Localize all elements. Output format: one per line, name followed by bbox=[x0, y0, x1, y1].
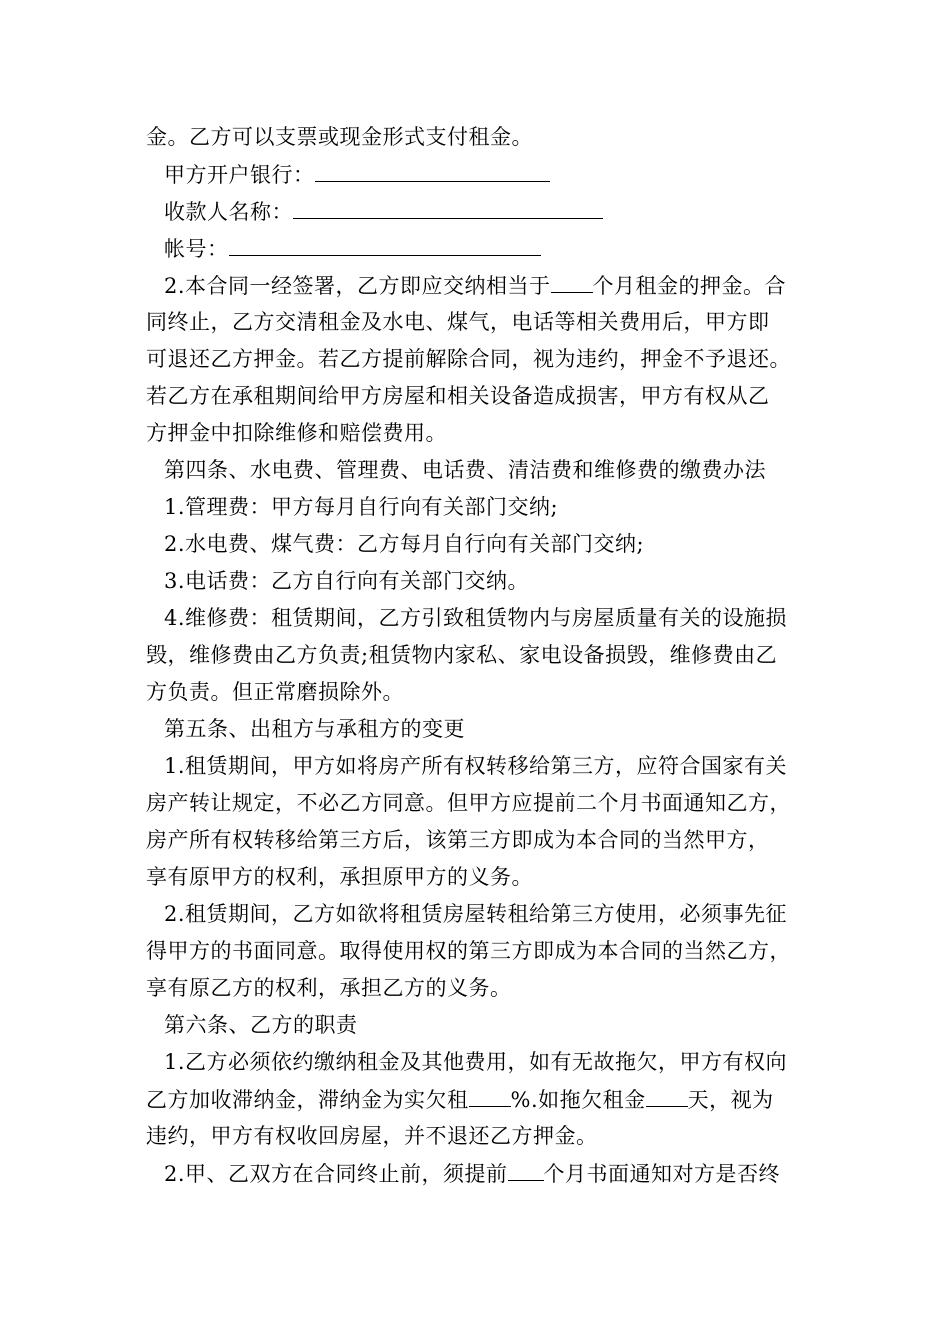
text-run: %.如拖欠租金 bbox=[510, 1088, 646, 1112]
text-run: 方负责。但正常磨损除外。 bbox=[146, 680, 404, 704]
text-run: 第五条、出租方与承租方的变更 bbox=[164, 717, 465, 741]
text-run: 可退还乙方押金。若乙方提前解除合同，视为违约，押金不予退还。 bbox=[146, 347, 791, 371]
text-line bbox=[146, 1084, 826, 1115]
text-line bbox=[146, 344, 826, 374]
text-run: 毁，维修费由乙方负责;租赁物内家私、家电设备损毁，维修费由乙 bbox=[146, 643, 778, 667]
text-run: 乙方加收滞纳金，滞纳金为实欠租 bbox=[146, 1088, 469, 1112]
text-line bbox=[164, 196, 844, 227]
text-line bbox=[146, 825, 826, 855]
text-run: 个月租金的押金。合 bbox=[592, 274, 787, 298]
text-line bbox=[164, 529, 844, 559]
text-run: 个月书面通知对方是否终 bbox=[543, 1162, 781, 1186]
text-run: 2.甲、乙双方在合同终止前，须提前 bbox=[164, 1162, 508, 1186]
text-line bbox=[164, 159, 844, 190]
text-line bbox=[164, 270, 844, 301]
section-heading bbox=[164, 714, 844, 744]
section-heading bbox=[164, 455, 844, 485]
text-run: 4.维修费：租赁期间，乙方引致租赁物内与房屋质量有关的设施损 bbox=[164, 606, 788, 630]
text-run: 房产转让规定，不必乙方同意。但甲方应提前二个月书面通知乙方， bbox=[146, 791, 791, 815]
text-run: 天，视为 bbox=[687, 1088, 774, 1112]
text-run: 1.管理费：甲方每月自行向有关部门交纳; bbox=[164, 495, 559, 519]
text-run: 2.水电费、煤气费：乙方每月自行向有关部门交纳; bbox=[164, 532, 645, 556]
text-line bbox=[164, 603, 844, 633]
text-line bbox=[146, 307, 826, 337]
text-run: 违约，甲方有权收回房屋，并不退还乙方押金。 bbox=[146, 1124, 598, 1148]
text-run: 2.租赁期间，乙方如欲将租赁房屋转租给第三方使用，必须事先征 bbox=[164, 902, 788, 926]
field-label-payee: 收款人名称： bbox=[164, 200, 293, 224]
text-line bbox=[146, 862, 826, 892]
text-line bbox=[146, 677, 826, 707]
fill-in-blank bbox=[551, 270, 593, 293]
field-label-bank: 甲方开户银行： bbox=[164, 163, 315, 187]
text-run: 1.租赁期间，甲方如将房产所有权转移给第三方，应符合国家有关 bbox=[164, 754, 788, 778]
text-line bbox=[146, 788, 826, 818]
text-line bbox=[164, 233, 844, 264]
fill-in-blank bbox=[293, 196, 603, 219]
fill-in-blank bbox=[229, 233, 541, 256]
fill-in-blank bbox=[508, 1158, 544, 1181]
text-run: 1.乙方必须依约缴纳租金及其他费用，如有无故拖欠，甲方有权向 bbox=[164, 1050, 788, 1074]
text-line bbox=[164, 751, 844, 781]
text-run: 得甲方的书面同意。取得使用权的第三方即成为本合同的当然乙方， bbox=[146, 939, 791, 963]
text-line bbox=[164, 492, 844, 522]
fill-in-blank bbox=[469, 1084, 511, 1107]
text-run: 若乙方在承租期间给甲方房屋和相关设备造成损害，甲方有权从乙 bbox=[146, 384, 770, 408]
text-run: 房产所有权转移给第三方后，该第三方即成为本合同的当然甲方， bbox=[146, 828, 770, 852]
text-line bbox=[146, 381, 826, 411]
fill-in-blank bbox=[315, 159, 550, 182]
text-line bbox=[164, 1047, 844, 1077]
text-line bbox=[164, 1158, 844, 1189]
text-run: 享有原甲方的权利，承担原甲方的义务。 bbox=[146, 865, 533, 889]
section-heading bbox=[164, 1010, 844, 1040]
text-line bbox=[146, 973, 826, 1003]
text-run: 同终止，乙方交清租金及水电、煤气，电话等相关费用后，甲方即 bbox=[146, 310, 770, 334]
fill-in-blank bbox=[646, 1084, 688, 1107]
field-label-account: 帐号： bbox=[164, 237, 229, 261]
text-run: 金。乙方可以支票或现金形式支付租金。 bbox=[146, 125, 533, 149]
text-run: 方押金中扣除维修和赔偿费用。 bbox=[146, 421, 447, 445]
text-run: 第六条、乙方的职责 bbox=[164, 1013, 358, 1037]
text-line bbox=[146, 418, 826, 448]
text-line bbox=[146, 1121, 826, 1151]
text-run: 2.本合同一经签署，乙方即应交纳相当于 bbox=[164, 274, 551, 298]
text-line bbox=[146, 936, 826, 966]
text-run: 3.电话费：乙方自行向有关部门交纳。 bbox=[164, 569, 530, 593]
text-line bbox=[164, 899, 844, 929]
text-line bbox=[164, 566, 844, 596]
text-line bbox=[146, 122, 826, 152]
text-run: 第四条、水电费、管理费、电话费、清洁费和维修费的缴费办法 bbox=[164, 458, 766, 482]
text-line bbox=[146, 640, 826, 670]
text-run: 享有原乙方的权利，承担乙方的义务。 bbox=[146, 976, 512, 1000]
